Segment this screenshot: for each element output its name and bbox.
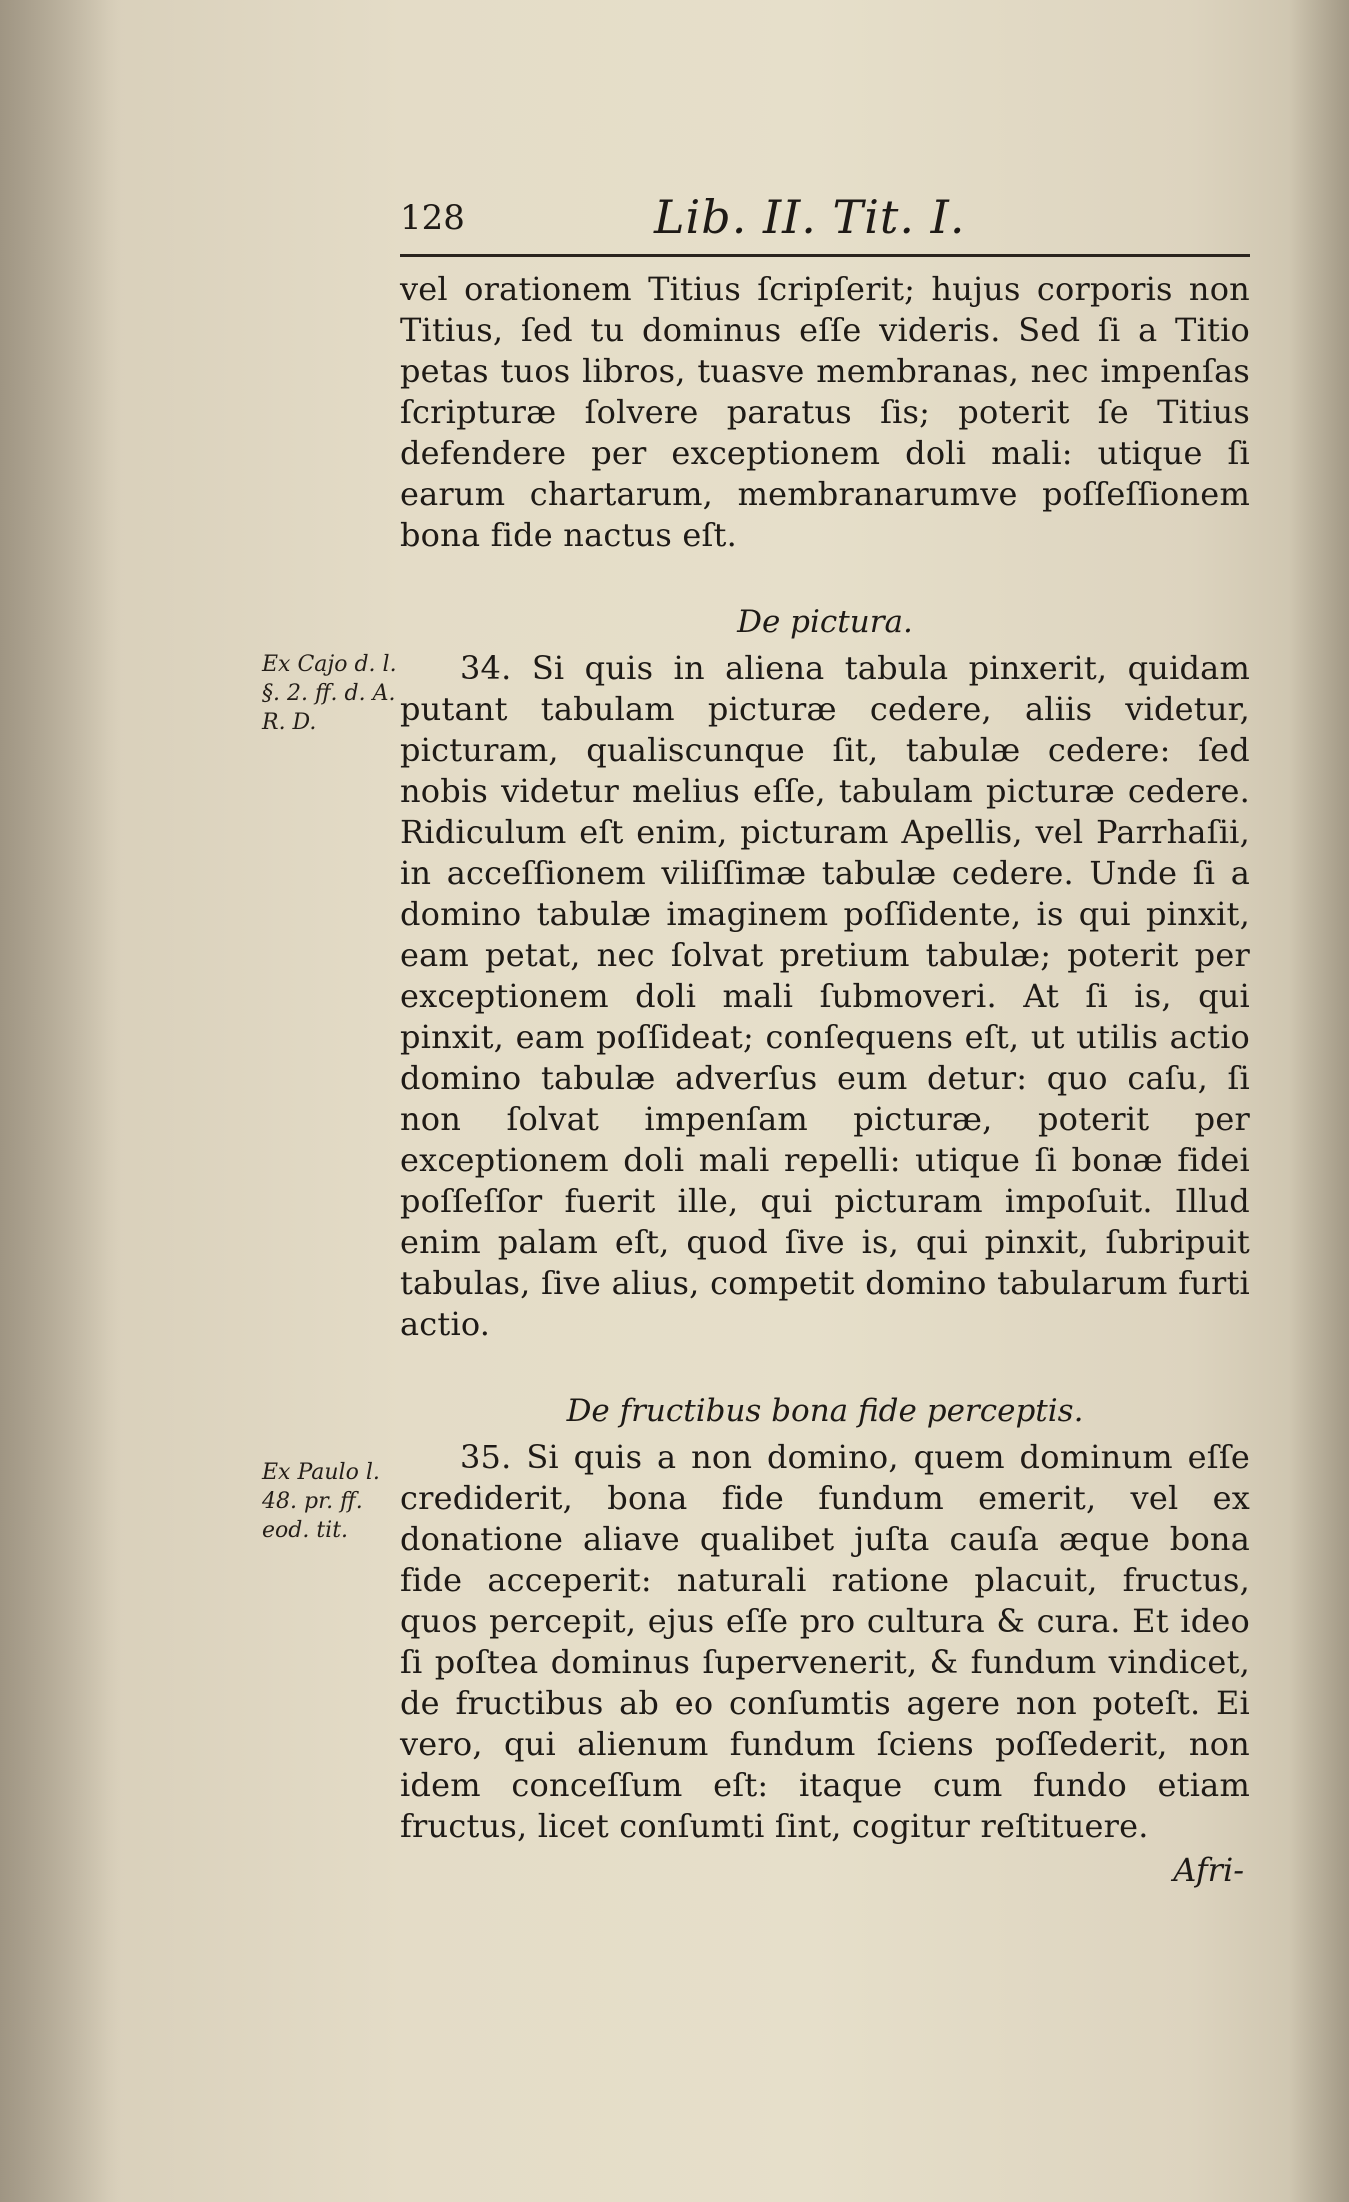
section-35-paragraph <box>400 1437 1250 1847</box>
margin-note-section-34: Ex Cajo d. l. §. 2. ff. d. A. R. D. <box>262 652 397 735</box>
catchword: Afri- <box>1173 1851 1244 1889</box>
header-rule <box>400 254 1250 257</box>
section-number-35: 35. <box>460 1438 512 1476</box>
section-number-34: 34. <box>460 649 512 687</box>
running-head <box>400 190 1250 250</box>
section-35-text: Si quis a non domino, quem dominum eſſe crediderit, bona fide fundum emerit, vel ex donatione aliave qualibet juſta cauſa æque bona fide acceperit: naturali ratione placuit, fructus, quos percepit, ejus eſſe pro cultura & cura. Et ideo ſi poſtea dominus ſupervenerit, & fundum vindicet, de fructibus ab eo conſumtis agere non poteſt. Ei vero, qui alienum fundum ſciens poſſederit, non idem conceſſum eſt: itaque cum fundo etiam fructus, licet conſumti ſint, cogitur reſtituere. <box>400 1438 1250 1845</box>
opening-paragraph: vel orationem Titius ſcripſerit; hujus corporis non Titius, ſed tu dominus eſſe videris. Sed ſi a Titio petas tuos libros, tuasve membranas, nec impenſas ſcripturæ ſolvere paratus ſis; poterit ſe Titius defendere per exceptionem doli mali: utique ſi earum chartarum, membranarumve poſſeſſionem bona fide nactus eſt. <box>400 270 1250 554</box>
right-page-shadow <box>1289 0 1349 2202</box>
section-heading-de-pictura: De pictura. <box>737 604 913 640</box>
section-heading-de-fructibus: De fructibus bona fide perceptis. <box>566 1393 1084 1429</box>
section-34-paragraph <box>400 648 1250 1345</box>
section-34-text: Si quis in aliena tabula pinxerit, quidam putant tabulam picturæ cedere, aliis videtur, picturam, qualiscunque ſit, tabulæ cedere: ſed nobis videtur melius eſſe, tabulam picturæ cedere. Ridiculum eſt enim, picturam Apellis, vel Parrhaſii, in acceſſionem viliſſimæ tabulæ cedere. Unde ſi a domino tabulæ imaginem poſſidente, is qui pinxit, eam petat, nec ſolvat pretium tabulæ; poterit per exceptionem doli mali ſubmoveri. At ſi is, qui pinxit, eam poſſideat; conſequens eſt, ut utilis actio domino tabulæ adverſus eum detur: quo caſu, ſi non ſolvat impenſam picturæ, poterit per exceptionem doli mali repelli: utique ſi bonæ fidei poſſeſſor fuerit ille, qui picturam impoſuit. Illud enim palam eſt, quod ſive is, qui pinxit, ſubripuit tabulas, ſive alius, competit domino tabularum furti actio. <box>400 649 1251 1343</box>
text-block <box>400 190 1250 1889</box>
page-number: 128 <box>400 198 465 238</box>
running-title: Lib. II. Tit. I. <box>654 190 966 244</box>
margin-note-section-35: Ex Paulo l. 48. pr. ff. eod. tit. <box>262 1460 380 1543</box>
left-page-shadow <box>0 0 120 2202</box>
